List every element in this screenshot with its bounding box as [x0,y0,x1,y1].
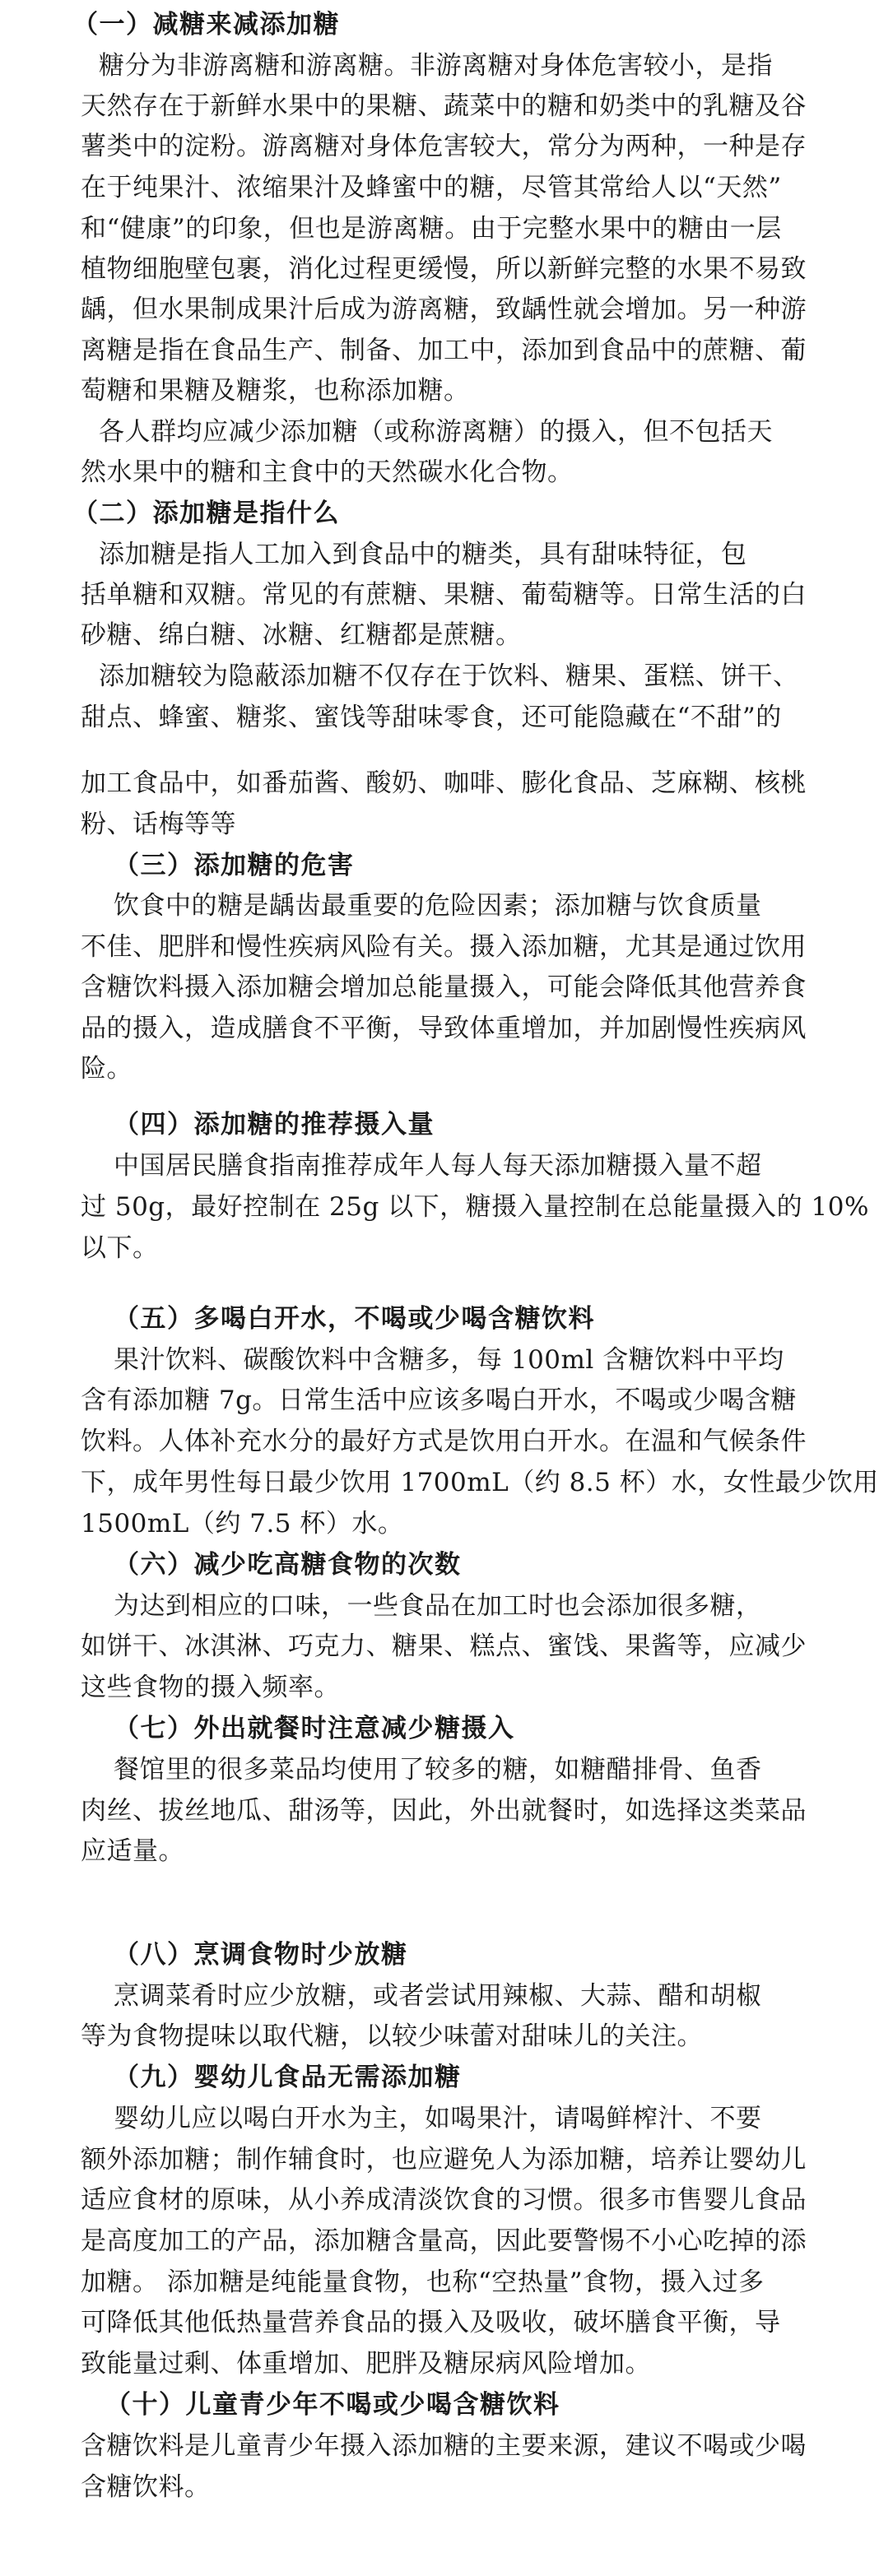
body-text-line: 各人群均应减少添加糖（或称游离糖）的摄入，但不包括天 [99,417,773,447]
body-text-line: 额外添加糖；制作辅食时，也应避免人为添加糖，培养让婴幼儿 [81,2145,807,2175]
section-heading: （九）婴幼儿食品无需添加糖 [114,2063,462,2092]
body-text-line: 1500mL（约 7.5 杯）水。 [81,1509,404,1539]
body-text-line: 肉丝、拔丝地瓜、甜汤等，因此，外出就餐时，如选择这类菜品 [81,1796,807,1826]
body-text-line: 添加糖较为隐蔽添加糖不仅存在于饮料、糖果、蛋糕、饼干、 [99,661,799,691]
body-text-line: 龋，但水果制成果汁后成为游离糖，致龋性就会增加。另一种游 [81,295,807,324]
body-text-line: 含糖饮料摄入添加糖会增加总能量摄入，可能会降低其他营养食 [81,972,807,1002]
body-text-line: 可降低其他低热量营养食品的摄入及吸收，破坏膳食平衡，导 [81,2308,781,2337]
body-text-line: 下，成年男性每日最少饮用 1700mL（约 8.5 杯）水，女性最少饮用 [81,1468,879,1497]
body-text-line: 婴幼儿应以喝白开水为主，如喝果汁，请喝鲜榨汁、不要 [114,2104,762,2133]
body-text-line: 如饼干、冰淇淋、巧克力、糖果、糕点、蜜饯、果酱等，应减少 [81,1631,807,1661]
section-heading: （二）添加糖是指什么 [72,499,340,528]
body-text-line: 等为食物提味以取代糖，以较少味蕾对甜味儿的关注。 [81,2021,703,2051]
body-text-line: 粉、话梅等等 [81,810,236,839]
body-text-line: 含糖饮料。 [81,2472,211,2502]
body-text-line: 离糖是指在食品生产、制备、加工中，添加到食品中的蔗糖、葡 [81,336,807,365]
section-heading: （六）减少吃高糖食物的次数 [114,1550,462,1580]
body-text-line: 饮食中的糖是龋齿最重要的危险因素；添加糖与饮食质量 [114,891,762,921]
body-text-line: 不佳、肥胖和慢性疾病风险有关。摄入添加糖，尤其是通过饮用 [81,932,807,962]
body-text-line: 加糖。 添加糖是纯能量食物，也称“空热量”食物，摄入过多 [81,2267,765,2297]
section-heading: （一）减糖来减添加糖 [72,10,340,39]
section-heading: （三）添加糖的危害 [114,851,355,880]
body-text-line: 中国居民膳食指南推荐成年人每人每天添加糖摄入量不超 [114,1151,762,1181]
body-text-line: 烹调菜肴时应少放糖，或者尝试用辣椒、大蒜、醋和胡椒 [114,1981,762,2011]
body-text-line: 适应食材的原味，从小养成清淡饮食的习惯。很多市售婴儿食品 [81,2185,807,2215]
body-text-line: 加工食品中，如番茄酱、酸奶、咖啡、膨化食品、芝麻糊、核桃 [81,768,807,798]
body-text-line: 以下。 [81,1233,159,1263]
body-text-line: 括单糖和双糖。常见的有蔗糖、果糖、葡萄糖等。日常生活的白 [81,580,807,610]
section-heading: （十）儿童青少年不喝或少喝含糖饮料 [105,2390,560,2420]
body-text-line: 应适量。 [81,1836,184,1866]
body-text-line: 致能量过剩、体重增加、肥胖及糖尿病风险增加。 [81,2349,651,2379]
body-text-line: 饮料。人体补充水分的最好方式是饮用白开水。在温和气候条件 [81,1427,807,1456]
body-text-line: 餐馆里的很多菜品均使用了较多的糖，如糖醋排骨、鱼香 [114,1755,762,1785]
body-text-line: 果汁饮料、碳酸饮料中含糖多，每 100ml 含糖饮料中平均 [114,1345,784,1375]
body-text-line: 是高度加工的产品，添加糖含量高，因此要警惕不小心吃掉的添 [81,2226,807,2256]
body-text-line: 然水果中的糖和主食中的天然碳水化合物。 [81,457,574,487]
section-heading: （七）外出就餐时注意减少糖摄入 [114,1714,515,1743]
body-text-line: 品的摄入，造成膳食不平衡，导致体重增加，并加剧慢性疾病风 [81,1014,807,1043]
body-text-line: 过 50g，最好控制在 25g 以下，糖摄入量控制在总能量摄入的 10% [81,1192,869,1222]
section-heading: （五）多喝白开水，不喝或少喝含糖饮料 [114,1304,595,1334]
body-text-line: 添加糖是指人工加入到食品中的糖类，具有甜味特征，包 [99,540,747,569]
body-text-line: 天然存在于新鲜水果中的果糖、蔬菜中的糖和奶类中的乳糖及谷 [81,91,807,121]
body-text-line: 这些食物的摄入频率。 [81,1673,340,1702]
body-text-line: 和“健康”的印象，但也是游离糖。由于完整水果中的糖由一层 [81,214,782,244]
body-text-line: 在于纯果汁、浓缩果汁及蜂蜜中的糖，尽管其常给人以“天然” [81,173,782,202]
body-text-line: 砂糖、绵白糖、冰糖、红糖都是蔗糖。 [81,620,522,650]
section-heading: （四）添加糖的推荐摄入量 [114,1110,435,1139]
body-text-line: 甜点、蜂蜜、糖浆、蜜饯等甜味零食，还可能隐藏在“不甜”的 [81,703,782,732]
body-text-line: 薯类中的淀粉。游离糖对身体危害较大，常分为两种，一种是存 [81,132,807,161]
body-text-line: 糖分为非游离糖和游离糖。非游离糖对身体危害较小，是指 [99,51,773,81]
body-text-line: 萄糖和果糖及糖浆，也称添加糖。 [81,376,470,406]
body-text-line: 为达到相应的口味，一些食品在加工时也会添加很多糖， [114,1591,762,1621]
body-text-line: 含糖饮料是儿童青少年摄入添加糖的主要来源，建议不喝或少喝 [81,2431,807,2461]
body-text-line: 险。 [81,1054,133,1084]
body-text-line: 含有添加糖 7g。日常生活中应该多喝白开水，不喝或少喝含糖 [81,1385,797,1415]
body-text-line: 植物细胞壁包裹，消化过程更缓慢，所以新鲜完整的水果不易致 [81,254,807,284]
section-heading: （八）烹调食物时少放糖 [114,1940,408,1970]
